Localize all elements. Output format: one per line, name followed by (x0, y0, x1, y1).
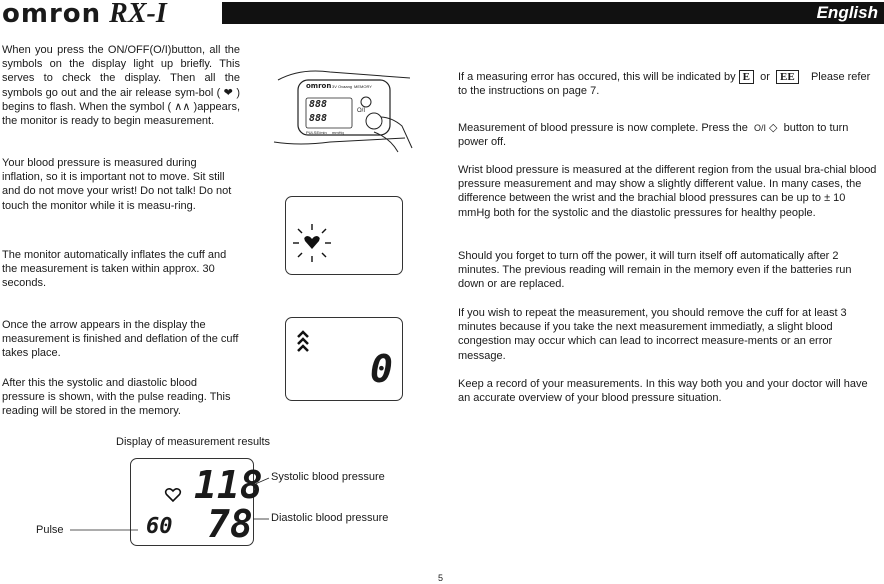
device-3v-label: 3V Ovaang (332, 84, 353, 89)
systolic-reading: 118 (194, 463, 263, 507)
instruction-power-on: When you press the ON/OFF(O/I)button, all the symbols on the display light up briefly. This serves to check the display. Then all the symbols go out and the air release sym-bol ( ❤ ) begins to flash. When the symbol ( ∧∧ )appears, the monitor is ready to begin measurement. (2, 44, 240, 128)
diastolic-label: Diastolic blood pressure (271, 512, 389, 524)
page-number: 5 (438, 573, 444, 583)
language-label: English (816, 3, 878, 22)
error-text-suffix: Please refer to the instructions on page 7. (458, 71, 871, 98)
device-segments-bottom: 888 (309, 113, 328, 124)
model-name: RX-I (109, 0, 167, 29)
deflation-reading: 0 (370, 347, 393, 391)
device-segments-top: 888 (309, 99, 328, 110)
record-keeping-note: Keep a record of your measurements. In this way both you and your doctor will have an accurate overview of your blood pressure situation. (458, 378, 868, 405)
error-code-ee: EE (776, 70, 799, 84)
error-code-e: E (739, 70, 754, 84)
instruction-auto-inflate: The monitor automatically inflates the cuff and the measurement is taken within approx. 30 seconds. (2, 249, 227, 290)
device-mmhg-label: mmHg (332, 130, 344, 135)
power-off-prefix: Measurement of blood pressure is now complete. Press the (458, 122, 748, 134)
error-or-text: or (760, 71, 770, 83)
power-button-symbol: O/I (753, 123, 766, 133)
auto-power-off-note: Should you forget to turn off the power, it will turn itself off automatically after 2 minutes. The previous reading will remain in the memory even if the batteries run down or are replaced. (458, 250, 852, 291)
instruction-do-not-move: Your blood pressure is measured during inflation, so it is important not to move. Sit still and do not move your wrist! Do not talk! Do not touch the monitor while it is measu-ring. (2, 157, 232, 212)
diastolic-reading: 78 (207, 502, 253, 546)
wrist-vs-brachial-note: Wrist blood pressure is measured at the different region from the usual bra-chial blood pressure measurement and may show a slightly different value. In many cases, the difference between the wrist and the brachial blood pressures can be up to ± 10 mmHg both for the systolic and the diastolic pressures for healthy people. (458, 164, 877, 219)
device-pulse-label: PULSE/min (306, 130, 327, 135)
results-title: Display of measurement results (116, 436, 271, 448)
systolic-label: Systolic blood pressure (271, 471, 385, 483)
device-memory-label: MEMORY (354, 84, 372, 89)
power-off-suffix: button to turn power off. (458, 122, 849, 149)
repeat-measurement-note: If you wish to repeat the measurement, you should remove the cuff for at least 3 minutes because if you take the next measurement immediatly, a slight blood congestion may occur which can lead to incorrect measure-ments or an error message. (458, 307, 847, 362)
error-text-prefix: If a measuring error has occured, this will be indicated by (458, 71, 736, 83)
pulse-label: Pulse (36, 524, 64, 536)
instruction-deflation: Once the arrow appears in the display the measurement is finished and deflation of the cuff takes place. (2, 319, 239, 360)
power-off-instruction: Measurement of blood pressure is now complete. Press the O/I ◇ button to turn power off. (458, 122, 849, 149)
device-brand-label: omron (306, 82, 332, 90)
instruction-results: After this the systolic and diastolic blood pressure is shown, with the pulse reading. This reading will be stored in the memory. (2, 377, 231, 418)
brand-name: omron (2, 0, 102, 29)
pulse-reading: 60 (146, 514, 173, 539)
device-power-button-icon: O/I (357, 108, 366, 114)
